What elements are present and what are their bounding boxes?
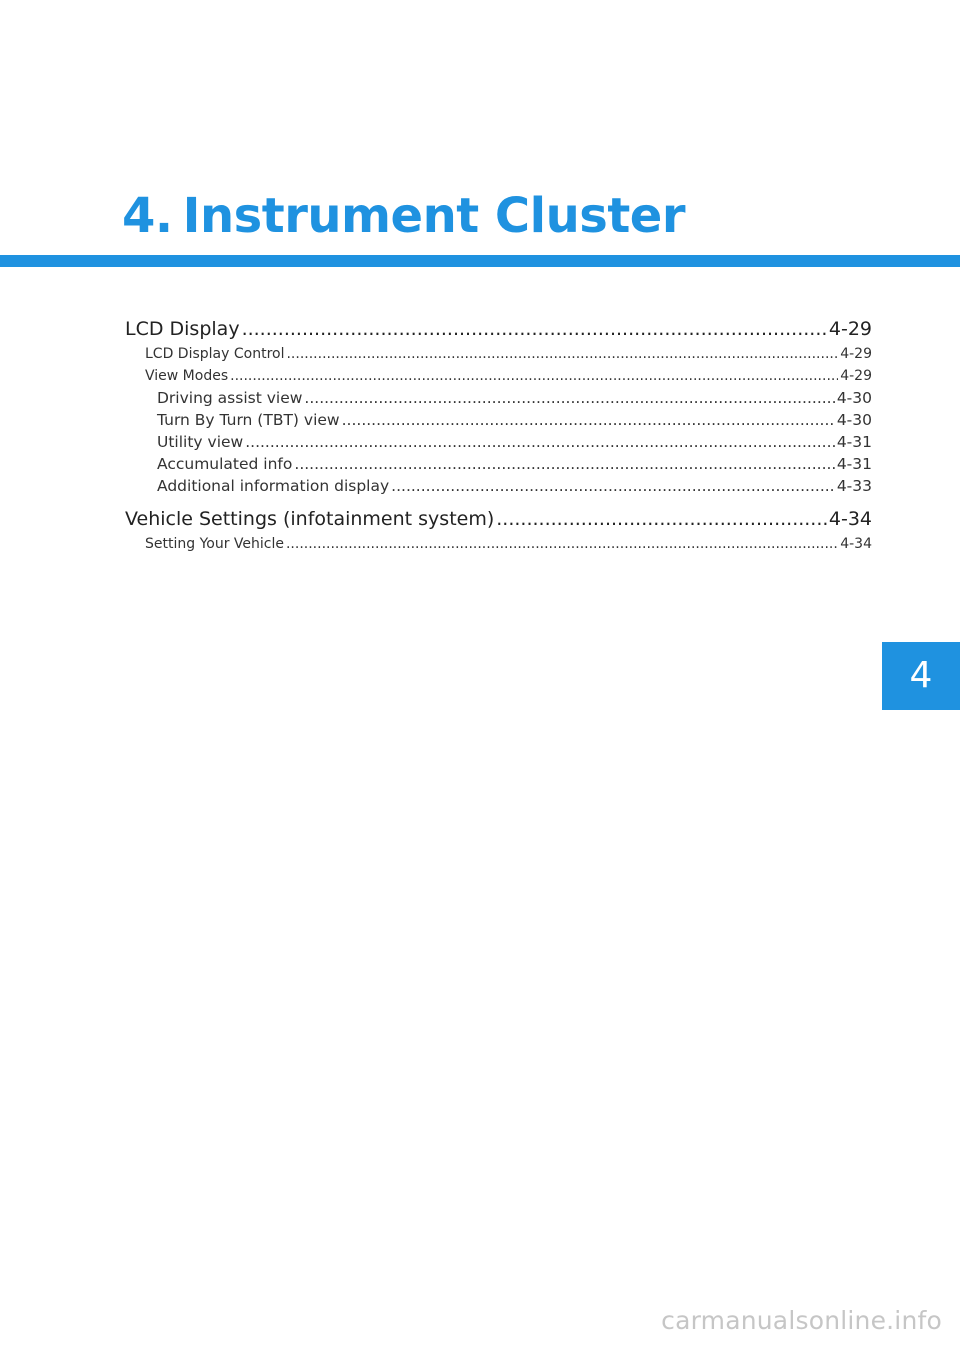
- toc-entry-turn-by-turn-view[interactable]: [125, 409, 872, 431]
- toc-entry-utility-view[interactable]: [125, 431, 872, 453]
- toc-entry-page: 4-34: [828, 508, 872, 530]
- toc-entry-label: Utility view: [157, 433, 244, 451]
- toc-entry-page: 4-30: [836, 389, 872, 407]
- table-of-contents: [125, 315, 872, 555]
- chapter-number: 4.: [122, 188, 173, 244]
- toc-entry-lcd-display-control[interactable]: [125, 343, 872, 365]
- toc-leader-dots: [230, 365, 838, 387]
- toc-entry-label: LCD Display Control: [145, 346, 285, 362]
- toc-entry-lcd-display[interactable]: [125, 315, 872, 343]
- toc-entry-vehicle-settings[interactable]: [125, 505, 872, 533]
- toc-entry-page: 4-30: [836, 411, 872, 429]
- toc-entry-page: 4-33: [836, 477, 872, 495]
- toc-leader-dots: [286, 533, 838, 555]
- watermark: carmanualsonline.info: [661, 1306, 942, 1335]
- toc-entry-label: Setting Your Vehicle: [145, 536, 284, 552]
- toc-leader-dots: [242, 315, 827, 343]
- toc-entry-setting-your-vehicle[interactable]: [125, 533, 872, 555]
- toc-leader-dots: [496, 505, 827, 533]
- toc-leader-dots: [245, 431, 835, 453]
- chapter-heading: [122, 186, 685, 246]
- toc-leader-dots: [391, 475, 835, 497]
- toc-entry-driving-assist-view[interactable]: [125, 387, 872, 409]
- toc-entry-label: Vehicle Settings (infotainment system): [125, 508, 495, 530]
- toc-entry-label: View Modes: [145, 368, 229, 384]
- toc-entry-label: Driving assist view: [157, 389, 303, 407]
- toc-entry-label: Accumulated info: [157, 455, 293, 473]
- chapter-tab[interactable]: 4: [882, 642, 960, 710]
- toc-entry-additional-information-display[interactable]: [125, 475, 872, 497]
- toc-leader-dots: [304, 387, 834, 409]
- toc-entry-page: 4-29: [840, 368, 872, 384]
- toc-entry-page: 4-31: [836, 455, 872, 473]
- toc-entry-page: 4-29: [840, 346, 872, 362]
- toc-leader-dots: [342, 409, 835, 431]
- toc-leader-dots: [294, 453, 834, 475]
- toc-entry-page: 4-31: [836, 433, 872, 451]
- toc-entry-accumulated-info[interactable]: [125, 453, 872, 475]
- toc-entry-page: 4-34: [840, 536, 872, 552]
- toc-entry-page: 4-29: [828, 318, 872, 340]
- chapter-title: Instrument Cluster: [182, 188, 686, 244]
- toc-entry-label: Turn By Turn (TBT) view: [157, 411, 340, 429]
- toc-entry-label: LCD Display: [125, 318, 240, 340]
- toc-entry-view-modes[interactable]: [125, 365, 872, 387]
- toc-leader-dots: [286, 343, 838, 365]
- header-rule: [0, 255, 960, 267]
- toc-entry-label: Additional information display: [157, 477, 390, 495]
